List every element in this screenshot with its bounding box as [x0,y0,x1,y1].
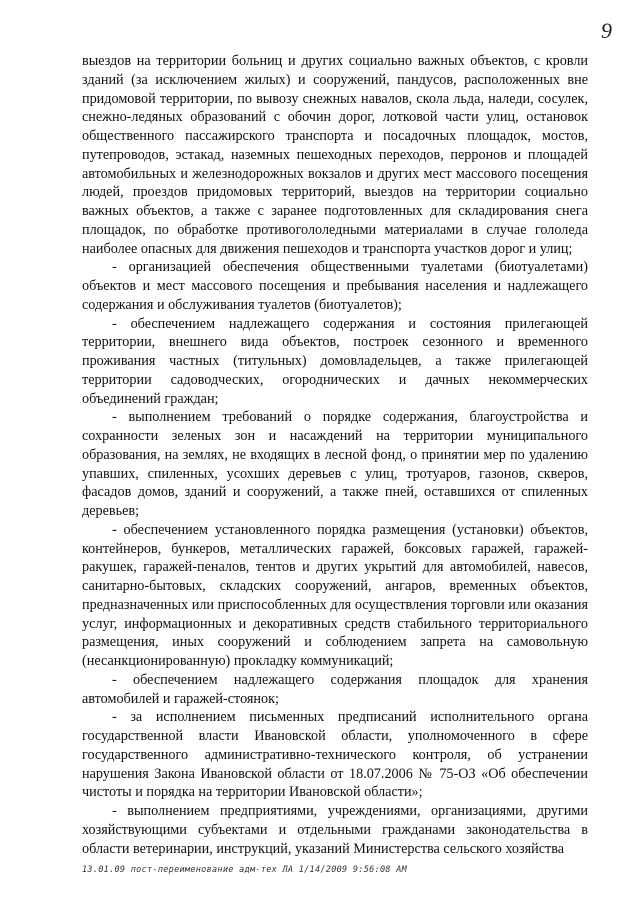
paragraph-5: - обеспечением установленного порядка размещения (установки) объектов, контейнеров, бункеров, металлических гаражей, боксовых гаражей, гаражей-ракушек, гаражей-пеналов, тентов и других укрытий для автомобилей, навесов, санитарно-бытовых, складских сооружений, ангаров, временных объектов, предназначенных или приспособленных для осуществления торговли или оказания услуг, информационных и декоративных средств стабильного территориального размещения, иных сооружений и соблюдением запрета на самовольную (несанкционированную) прокладку коммуникаций; [82,521,588,669]
paragraph-1: выездов на территории больниц и других социально важных объектов, с кровли зданий (за исключением жилых) и сооружений, пандусов, расположенных вне придомовой территории, по вывозу снежных навалов, скола льда, наледи, сосулек, снежно-ледяных образований с обочин дорог, лотковой части улиц, остановок общественного пассажирского транспорта и посадочных площадок, мостов, путепроводов, эстакад, наземных пешеходных переходов, перронов и площадей автомобильных и железнодорожных вокзалов и других мест массового посещения людей, проездов придомовых территорий, выездов на территории социально важных объектов, а также с заранее подготовленных для складирования снега площадок, по обработке противогололедными материалами в случае гололеда наиболее опасных для движения пешеходов и транспорта участков дорог и улиц; [82,53,588,257]
paragraph-3: - обеспечением надлежащего содержания и состояния прилегающей территории, внешнего вида объектов, построек сезонного и временного проживания частных (титульных) домовладельцев, а также прилегающей территории садоводческих, огороднических и дачных некоммерческих объединений граждан; [82,315,588,407]
paragraph-6: - обеспечением надлежащего содержания площадок для хранения автомобилей и гаражей-стоянок; [82,671,588,707]
document-body [82,52,588,858]
paragraph-8: - выполнением предприятиями, учреждениями, организациями, другими хозяйствующими субъектами и отдельными гражданами законодательства в области ветеринарии, инструкций, указаний Министерства сельского хозяйства [82,803,588,857]
paragraph-7: - за исполнением письменных предписаний исполнительного органа государственной власти Ивановской области, уполномоченного в сфере государственного административно-технического контроля, об устранении нарушения Закона Ивановской области от 18.07.2006 № 75-ОЗ «Об обеспечении чистоты и порядка на территории Ивановской области»; [82,709,588,801]
page-number: 9 [601,18,612,43]
paragraph-4: - выполнением требований о порядке содержания, благоустройства и сохранности зеленых зон и насаждений на территории муниципального образования, на землях, не входящих в лесной фонд, о принятии мер по удалению упавших, спиленных, усохших деревьев с улиц, тротуаров, газонов, скверов, фасадов домов, зданий и сооружений, а также пней, оставшихся от спиленных деревьев; [82,409,588,519]
paragraph-2: - организацией обеспечения общественными туалетами (биотуалетами) объектов и мест массового посещения и пребывания населения и надлежащего содержания и обслуживания туалетов (биотуалетов); [82,259,588,313]
footer-print-stamp: 13.01.09 пост-переименование адм-тех ЛА 1/14/2009 9:56:08 AM [82,865,408,875]
